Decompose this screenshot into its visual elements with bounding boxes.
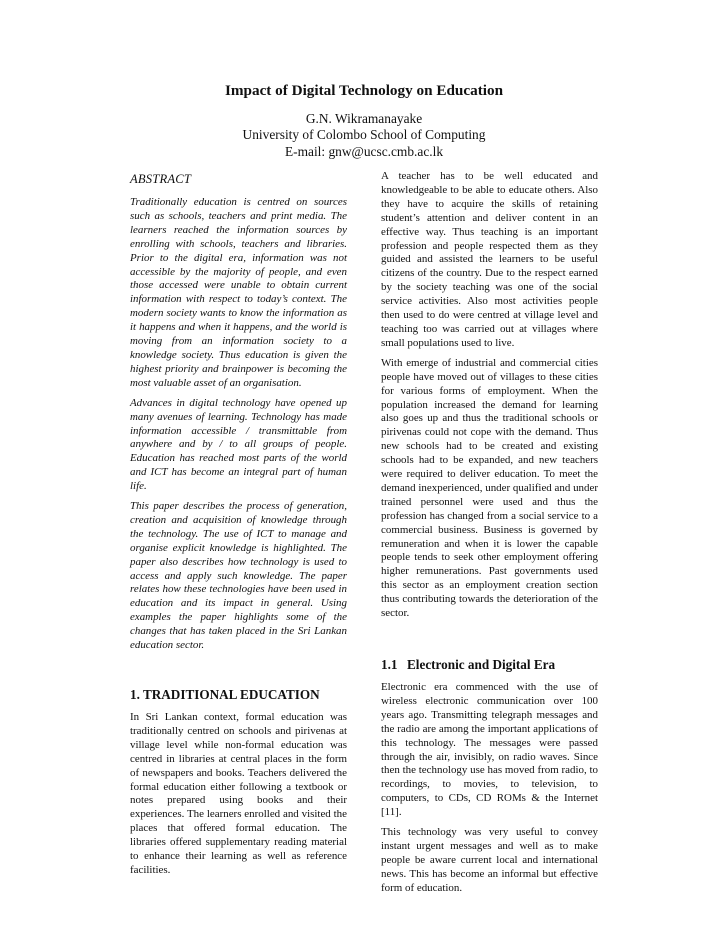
abstract-paragraph: This paper describes the process of generation, creation and acquisition of knowledge through the technology. The use of ICT to manage and organise explicit knowledge is highlighted. The paper also describes how technology is used to access and apply such knowledge. The paper relates how these technologies have been used in education and its impact in general. Using examples the paper highlights some of the changes that has taken placed in the Sri Lankan education sector. bbox=[130, 500, 347, 652]
body-paragraph: This technology was very useful to convey instant urgent messages and well as to make people be aware current local and international news. This has become an informal but effective form of education. bbox=[381, 826, 598, 894]
author-name: G.N. Wikramanayake bbox=[305, 111, 423, 126]
paper-title: Impact of Digital Technology on Education bbox=[224, 82, 504, 99]
subsection-title: Electronic and Digital Era bbox=[407, 657, 556, 672]
author-affiliation: University of Colombo School of Computing bbox=[242, 127, 486, 143]
author-block bbox=[0, 111, 728, 160]
author-email: E-mail: gnw@ucsc.cmb.ac.lk bbox=[284, 143, 444, 159]
body-paragraph: Electronic era commenced with the use of wireless electronic communication over 100 years ago. Transmitting telegraph messages and the radio are among the important applications of this technology. The messages were passed through the air, invisibly, on radio waves. Since then the technology use has moved from radio, to recordings, to movies, to television, to computers, to CDs, CD ROMs & the Internet [11]. bbox=[381, 681, 598, 819]
body-paragraph: A teacher has to be well educated and knowledgeable to be able to educate others. Also they have to acquire the skills of retaining student’s attention and deliver content in an effective way. Thus teaching is an important profession and people respected them as they guided and assisted the learners to be useful citizens of the country. Due to the respect earned by the society teaching was one of the social service activities. Also most activities people then used to do were centred at village level and teaching too was carried out at villages where small populations used to live. bbox=[381, 170, 598, 349]
body-paragraph: With emerge of industrial and commercial cities people have moved out of villages to these cities for various forms of employment. When the population increased the demand for learning also goes up and thus the traditional schools or pirivenas could not cope with the demand. Thus new schools had to be created and existing schools had to be expanded, and new teachers were required to deliver education. To meet the demand inexperienced, under qualified and under trained personnel were used and thus the profession has changed from a social service to a commercial business. Business is governed by remuneration and when it is lower the capable people tends to seek other employment offering higher remunerations. Past governments used this sector as an employment creation section thus contributing towards the deterioration of the sector. bbox=[381, 356, 598, 620]
abstract-paragraph: Advances in digital technology have opened up many avenues of learning. Technology has made information accessible / transmittable from anywhere and by / to all groups of people. Education has reached most parts of the world and ICT has become an integral part of human life. bbox=[130, 396, 347, 493]
subsection-number: 1.1 bbox=[381, 657, 398, 672]
left-column bbox=[130, 172, 347, 884]
section-heading: 1. TRADITIONAL EDUCATION bbox=[130, 687, 320, 702]
abstract-paragraph: Traditionally education is centred on sources such as schools, teachers and print media. The learners reached the information sources by enrolling with schools, teachers and libraries. Prior to the digital era, information was not accessible by the majority of people, and even those accessed were unable to obtain current information with respect to today’s context. The modern society wants to know the information as it happens and when it happens, and the world is moving from an information society to a knowledge society. Thus education is given the highest priority and brainpower is becoming the most valuable asset of an organisation. bbox=[130, 196, 347, 389]
right-column bbox=[381, 170, 598, 902]
subsection-heading bbox=[381, 657, 598, 673]
abstract-body bbox=[130, 196, 347, 653]
body-paragraph: In Sri Lankan context, formal education was traditionally centred on schools and pirivenas at village level while non-formal education was centred in libraries at central places in the form of newspapers and books. Teachers delivered the formal education either following a textbook or notes prepared using books and their experiences. The learners enrolled and visited the places that offered formal education. The libraries offered supplementary reading material to enhance their learning as well as reference facilities. bbox=[130, 711, 347, 876]
abstract-heading: ABSTRACT bbox=[130, 172, 192, 186]
